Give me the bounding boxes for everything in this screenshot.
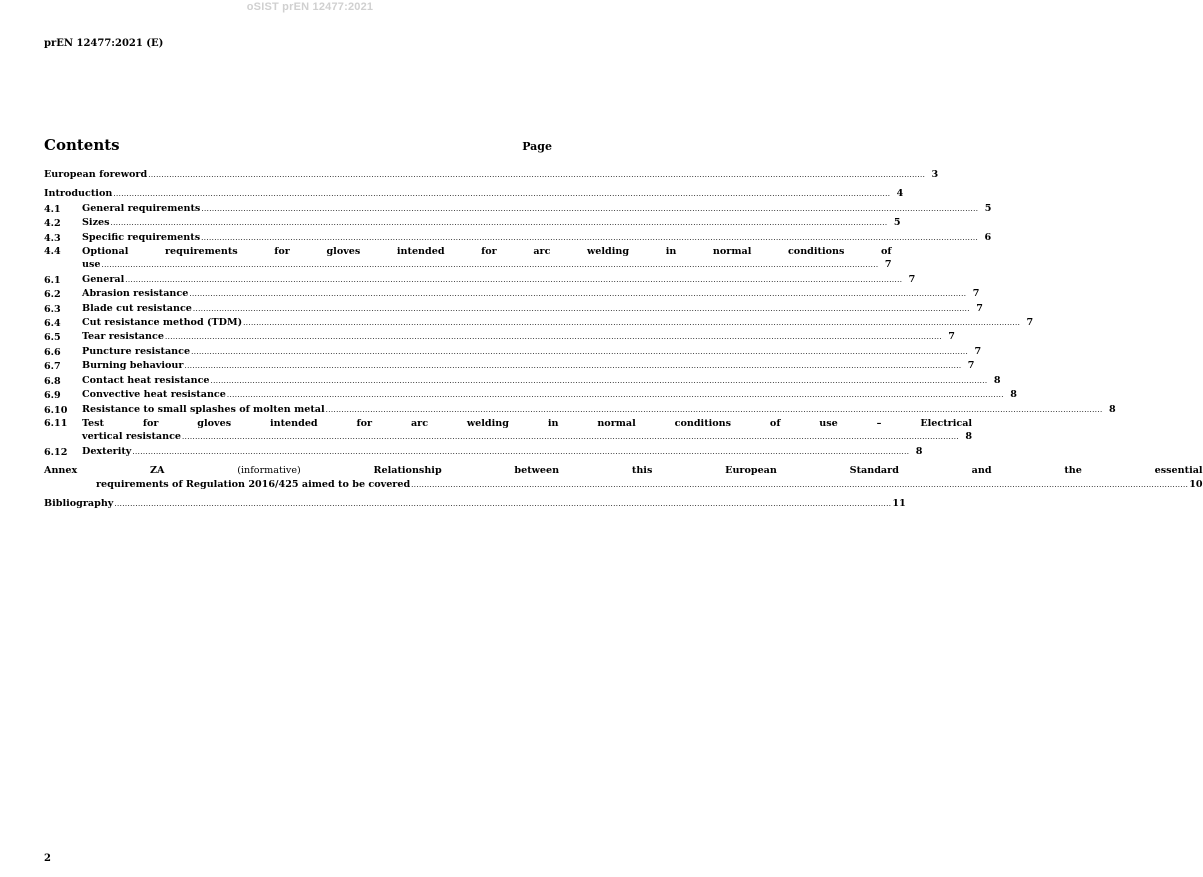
dot-leader xyxy=(182,431,959,444)
toc-entry-page: 5 xyxy=(984,202,992,214)
toc-entry-6-10[interactable] xyxy=(44,403,1116,417)
toc-entry-number: 6.5 xyxy=(44,332,61,344)
toc-entry-6-7[interactable] xyxy=(44,359,975,373)
toc-entry-page: 10 xyxy=(1189,478,1203,490)
toc-entry-page: 8 xyxy=(1010,389,1017,401)
toc-entry-page: 11 xyxy=(892,497,906,509)
dot-leader xyxy=(193,303,970,316)
toc-entry-page: 7 xyxy=(884,259,892,271)
toc-entry-title: Abrasion resistance xyxy=(82,288,189,300)
toc-entry-4-1[interactable] xyxy=(44,202,992,216)
toc-entry-number: 6.7 xyxy=(44,361,61,373)
toc-entry-number: 6.11 xyxy=(44,417,68,429)
toc-entry-title: Contact heat resistance xyxy=(82,374,210,386)
toc-entry-page: 8 xyxy=(993,374,1001,386)
toc-entry-page: 3 xyxy=(931,169,939,180)
document-reference: prEN 12477:2021 (E) xyxy=(44,38,164,49)
annex-title-line2: requirements of Regulation 2016/425 aimed to be covered xyxy=(96,478,411,490)
dot-leader xyxy=(411,479,1188,492)
toc-entry-title: Resistance to small splashes of molten metal xyxy=(82,403,325,415)
toc-entry-title: Specific requirements xyxy=(82,231,201,243)
table-of-contents xyxy=(44,168,1203,511)
dot-leader xyxy=(189,288,966,301)
page-number: 2 xyxy=(44,853,51,864)
page-column-label: Page xyxy=(522,140,552,153)
toc-entry-number: 6.4 xyxy=(44,318,61,330)
dot-leader xyxy=(165,331,942,344)
contents-header xyxy=(44,136,552,154)
toc-entry-page: 7 xyxy=(972,288,980,300)
toc-entry-page: 7 xyxy=(967,360,975,372)
toc-entry-6-6[interactable] xyxy=(44,345,982,359)
toc-entry-number: 4.4 xyxy=(44,246,61,258)
dot-leader xyxy=(114,498,891,511)
toc-entry-number: 6.8 xyxy=(44,375,61,387)
toc-entry-page: 4 xyxy=(896,188,904,200)
dot-leader xyxy=(132,446,909,459)
toc-entry-number: 6.3 xyxy=(44,303,61,315)
toc-entry-number: 6.6 xyxy=(44,346,61,358)
toc-entry-4-4[interactable] xyxy=(44,245,892,273)
toc-entry-6-4[interactable] xyxy=(44,316,1034,330)
contents-title: Contents xyxy=(44,136,120,154)
toc-entry-6-9[interactable] xyxy=(44,388,1017,402)
dot-leader xyxy=(211,375,988,388)
toc-entry-introduction[interactable] xyxy=(44,187,904,201)
annex-title-text1: Relationship between this European Standard and the essential xyxy=(373,465,1203,477)
toc-entry-title-line1: Optional requirements for gloves intended for arc welding in normal conditions of xyxy=(82,246,892,258)
toc-entry-title: General xyxy=(82,273,125,285)
toc-entry-title: European foreword xyxy=(44,169,148,180)
toc-entry-foreword[interactable] xyxy=(44,168,939,182)
toc-entry-number: 6.12 xyxy=(44,446,68,458)
dot-leader xyxy=(201,232,978,245)
toc-entry-page: 7 xyxy=(976,302,983,314)
toc-entry-title: Dexterity xyxy=(82,445,132,457)
toc-entry-annex-za[interactable] xyxy=(44,464,1203,492)
toc-entry-title: Blade cut resistance xyxy=(82,302,192,314)
toc-entry-6-12[interactable] xyxy=(44,445,923,459)
toc-entry-6-3[interactable] xyxy=(44,302,983,316)
toc-entry-6-8[interactable] xyxy=(44,374,1001,388)
dot-leader xyxy=(184,360,961,373)
toc-entry-number: 6.9 xyxy=(44,390,61,402)
watermark: oSIST prEN 12477:2021 xyxy=(246,1,374,13)
annex-title-line1 xyxy=(44,464,1203,477)
toc-entry-page: 7 xyxy=(908,273,916,285)
toc-entry-title: General requirements xyxy=(82,202,201,214)
toc-entry-title-line1: Test for gloves intended for arc welding in normal conditions of use – Electrical xyxy=(82,417,973,429)
toc-entry-number: 4.2 xyxy=(44,218,61,230)
toc-entry-title: Burning behaviour xyxy=(82,360,184,372)
toc-entry-title-line2: use xyxy=(82,259,101,271)
toc-entry-page: 8 xyxy=(1109,403,1116,415)
toc-entry-title: Sizes xyxy=(82,217,110,229)
dot-leader xyxy=(243,317,1020,330)
toc-entry-6-2[interactable] xyxy=(44,287,980,301)
toc-entry-page: 8 xyxy=(965,431,973,443)
toc-entry-title: Cut resistance method (TDM) xyxy=(82,317,243,329)
toc-entry-title: Tear resistance xyxy=(82,331,164,343)
toc-entry-page: 7 xyxy=(974,345,982,357)
toc-entry-page: 7 xyxy=(948,331,955,343)
toc-entry-page: 6 xyxy=(984,231,992,243)
toc-entry-title-line2: vertical resistance xyxy=(82,431,182,443)
toc-entry-number: 6.2 xyxy=(44,289,61,301)
toc-entry-number: 6.10 xyxy=(44,404,68,416)
toc-entry-title: Introduction xyxy=(44,188,113,200)
dot-leader xyxy=(125,274,902,287)
dot-leader xyxy=(113,188,890,201)
dot-leader xyxy=(148,169,925,182)
dot-leader xyxy=(201,203,978,216)
toc-entry-page: 5 xyxy=(893,217,901,229)
dot-leader xyxy=(326,404,1103,417)
dot-leader xyxy=(227,389,1004,402)
toc-entry-number: 6.1 xyxy=(44,274,61,286)
toc-entry-4-2[interactable] xyxy=(44,216,901,230)
toc-entry-title: Bibliography xyxy=(44,497,114,509)
dot-leader xyxy=(101,259,878,272)
toc-entry-page: 7 xyxy=(1026,317,1034,329)
toc-entry-4-3[interactable] xyxy=(44,231,992,245)
toc-entry-6-11[interactable] xyxy=(44,417,973,445)
toc-entry-bibliography[interactable] xyxy=(44,497,906,511)
annex-label: Annex ZA xyxy=(44,465,165,477)
toc-entry-6-1[interactable] xyxy=(44,273,916,287)
annex-informative-label: (informative) xyxy=(237,465,301,477)
dot-leader xyxy=(111,217,888,230)
dot-leader xyxy=(191,346,968,359)
toc-entry-title: Convective heat resistance xyxy=(82,389,226,401)
toc-entry-number: 4.1 xyxy=(44,203,61,215)
toc-entry-number: 4.3 xyxy=(44,232,61,244)
toc-entry-6-5[interactable] xyxy=(44,330,955,344)
toc-entry-title: Puncture resistance xyxy=(82,345,191,357)
toc-entry-page: 8 xyxy=(915,445,923,457)
